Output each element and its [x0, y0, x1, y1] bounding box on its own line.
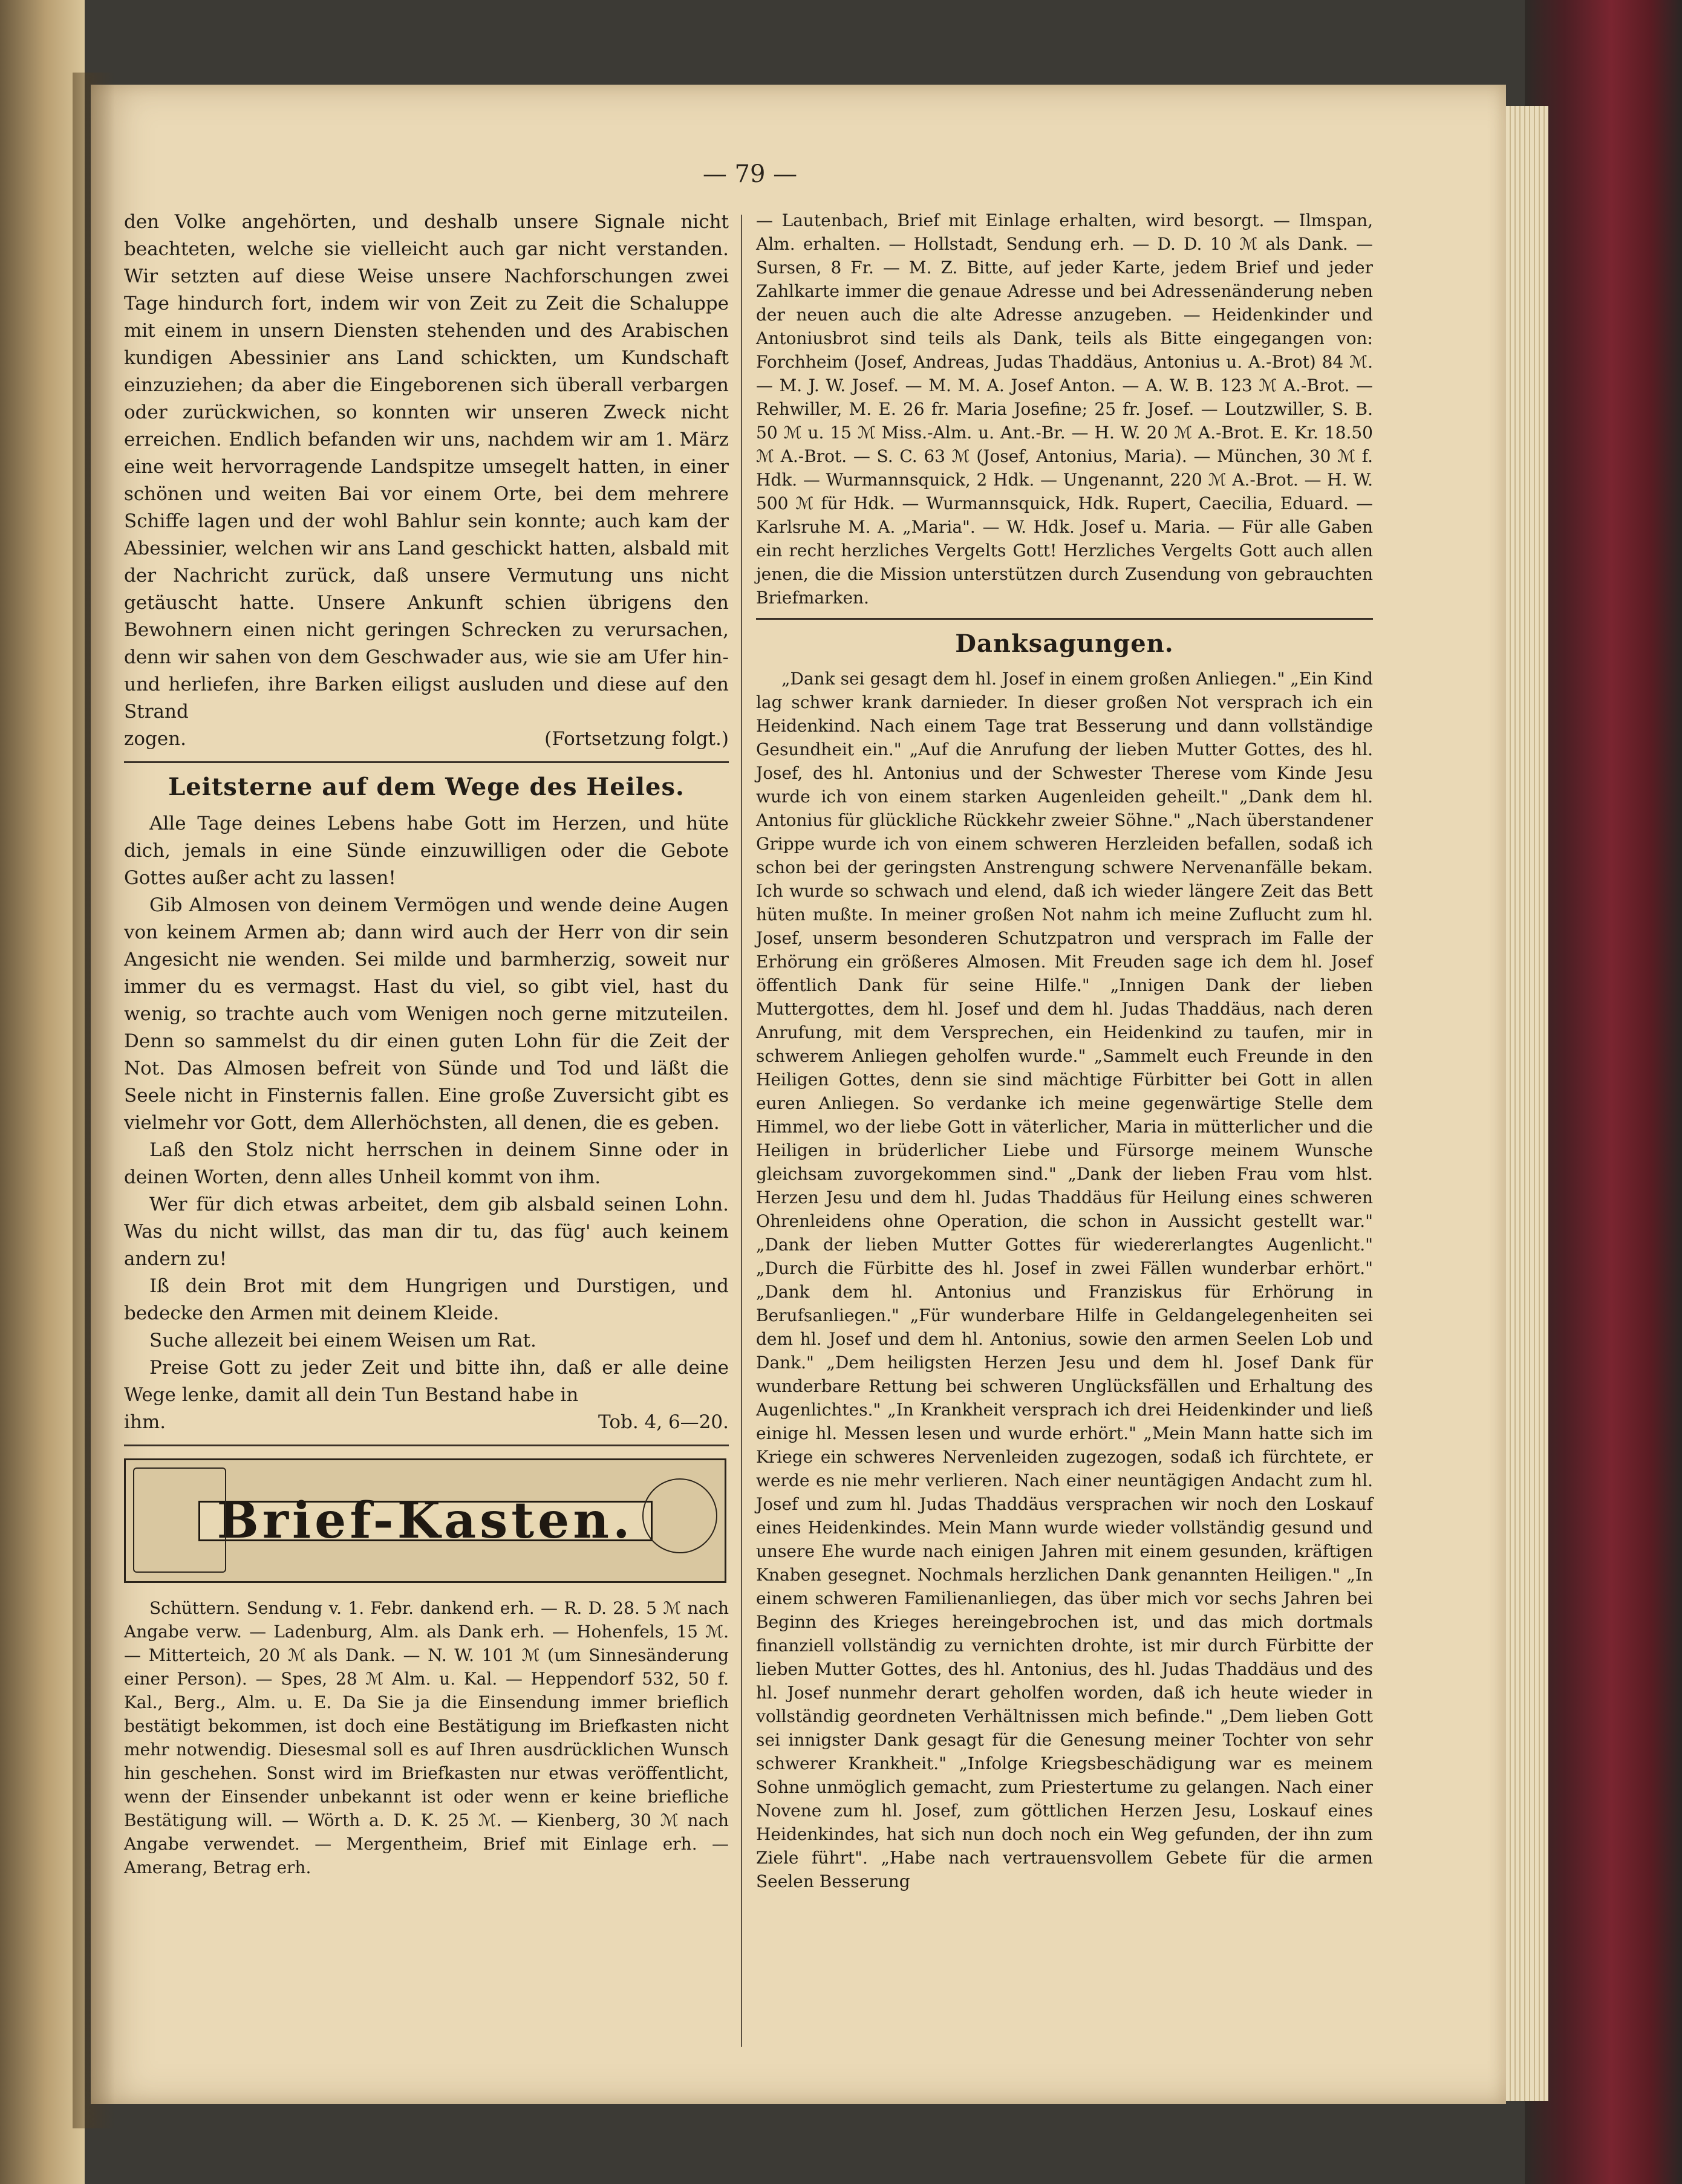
- left-column: [124, 209, 729, 1879]
- book-left-page-edge: [0, 0, 85, 2184]
- right-column: [756, 209, 1373, 1893]
- story-paragraph: den Volke angehörten, und deshalb unsere Signale nicht beachteten, welche sie vielleicht auch gar nicht verstanden. Wir setzten auf diese Weise unsere Nachforschungen zwei Tage hindurch fort, indem wir von Zeit zu Zeit die Schaluppe mit einem in unsern Diensten stehenden und des Arabischen kundigen Abessinier ans Land schickten, um Kundschaft einzuziehen; da aber die Eingeborenen sich überall verbargen oder zurückwichen, so konnten wir unseren Zweck nicht erreichen. Endlich befanden wir uns, nachdem wir am 1. März eine weit hervorragende Landspitze umsegelt hatten, in einer schönen und weiten Bai vor einem Orte, bei dem mehrere Schiffe lagen und der wohl Bahlur sein konnte; auch kam der Abessinier, welchen wir ans Land geschickt hatten, alsbald mit der Nachricht zurück, daß unsere Vermutung uns nicht getäuscht hatte. Unsere Ankunft schien übrigens den Bewohnern einen nicht geringen Schrecken zu verursachen, denn wir sahen von dem Geschwader aus, wie sie am Ufer hin- und herliefen, ihre Barken eiligst ausluden und diese auf den Strand: [124, 211, 729, 723]
- book-cover-right: [1525, 0, 1682, 2184]
- briefkasten-ornament-icon: [133, 1467, 226, 1573]
- guide-citation: Tob. 4, 6—20.: [598, 1411, 729, 1433]
- spine-shadow: [73, 73, 115, 2128]
- guide-paragraph: Suche allezeit bei einem Weisen um Rat.: [149, 1330, 536, 1351]
- guide-paragraph: Wer für dich etwas arbeitet, dem gib alsbald seinen Lohn. Was du nicht willst, das man dir tu, das füg' auch keinem andern zu!: [124, 1194, 729, 1270]
- briefkasten-text: Schüttern. Sendung v. 1. Febr. dankend erh. — R. D. 28. 5 ℳ nach Angabe verw. — Ladenburg, Alm. als Dank erh. — Hohenfels, 15 ℳ. — Mitterteich, 20 ℳ als Dank. — N. W. 101 ℳ (um Sinnesänderung einer Person). — Spes, 28 ℳ Alm. u. Kal. — Heppendorf 532, 50 f. Kal., Berg., Alm. u. E. Da Sie ja die Einsendung immer brieflich bestätigt bekommen, ist doch eine Bestätigung im Briefkasten nicht mehr notwendig. Diesesmal soll es auf Ihren ausdrücklichen Wunsch hin geschehen. Sonst wird im Briefkasten nur etwas veröffentlicht, wenn der Einsender unbekannt ist oder wenn er keine briefliche Bestätigung will. — Wörth a. D. K. 25 ℳ. — Kienberg, 30 ℳ nach Angabe verwendet. — Mergentheim, Brief mit Einlage erh. — Amerang, Betrag erh.: [124, 1598, 729, 1877]
- briefkasten-title: Brief-Kasten.: [198, 1501, 653, 1541]
- briefkasten-banner: [124, 1458, 726, 1583]
- section-title-danksagungen: Danksagungen.: [955, 629, 1174, 658]
- page-number: — 79 —: [702, 160, 798, 188]
- story-continued-note: (Fortsetzung folgt.): [544, 728, 729, 750]
- dove-ornament-icon: [642, 1478, 717, 1553]
- section-rule: [124, 1445, 729, 1446]
- guide-paragraph: Laß den Stolz nicht herrschen in deinem Sinne oder in deinen Worten, denn alles Unheil kommt von ihm.: [124, 1139, 729, 1188]
- guide-last-word: ihm.: [124, 1411, 166, 1433]
- section-rule: [756, 618, 1373, 620]
- section-title-leitsterne: Leitsterne auf dem Wege des Heiles.: [168, 773, 685, 801]
- section-rule: [124, 761, 729, 763]
- guide-paragraph: Preise Gott zu jeder Zeit und bitte ihn, daß er alle deine Wege lenke, damit all dein Tun Bestand habe in: [124, 1357, 729, 1406]
- column-divider: [741, 215, 742, 2047]
- guide-ending-line: [124, 1409, 729, 1436]
- story-last-line: zogen.: [124, 728, 187, 750]
- guide-paragraph: Alle Tage deines Lebens habe Gott im Herzen, und hüte dich, jemals in eine Sünde einzuwilligen oder die Gebote Gottes außer acht zu lassen!: [124, 813, 729, 889]
- briefkasten-continued-text: — Lautenbach, Brief mit Einlage erhalten, wird besorgt. — Ilmspan, Alm. erhalten. — Hollstadt, Sendung erh. — D. D. 10 ℳ als Dank. — Sursen, 8 Fr. — M. Z. Bitte, auf jeder Karte, jedem Brief und jeder Zahlkarte immer die genaue Adresse und bei Adressenänderung neben der neuen auch die alte Adresse anzugeben. — Heidenkinder und Antoniusbrot sind teils als Dank, teils als Bitte eingegangen von: Forchheim (Josef, Andreas, Judas Thaddäus, Antonius u. A.-Brot) 84 ℳ. — M. J. W. Josef. — M. M. A. Josef Anton. — A. W. B. 123 ℳ A.-Brot. — Rehwiller, M. E. 26 fr. Maria Josefine; 25 fr. Josef. — Loutzwiller, S. B. 50 ℳ u. 15 ℳ Miss.-Alm. u. Ant.-Br. — H. W. 20 ℳ A.-Brot. E. Kr. 18.50 ℳ A.-Brot. — S. C. 63 ℳ (Josef, Antonius, Maria). — München, 30 ℳ f. Hdk. — Wurmannsquick, 2 Hdk. — Ungenannt, 220 ℳ A.-Brot. — H. W. 500 ℳ für Hdk. — Wurmannsquick, Hdk. Rupert, Caecilia, Eduard. — Karlsruhe M. A. „Maria". — W. Hdk. Josef u. Maria. — Für alle Gaben ein recht herzliches Vergelts Gott! Herzliches Vergelts Gott auch allen jenen, die die Mission unterstützen durch Zusendung von gebrauchten Briefmarken.: [756, 210, 1373, 608]
- danksagungen-text: „Dank sei gesagt dem hl. Josef in einem großen Anliegen." „Ein Kind lag schwer krank darnieder. In dieser großen Not versprach ich ein Heidenkind. Nach einem Tage trat Besserung und dann vollständige Gesundheit ein." „Auf die Anrufung der lieben Mutter Gottes, des hl. Josef, des hl. Antonius und der Schwester Therese vom Kinde Jesu wurde ich von einem starken Augenleiden geheilt." „Dank dem hl. Antonius für glückliche Rückkehr zweier Söhne." „Nach überstandener Grippe wurde ich von einem schweren Herzleiden befallen, sodaß ich schon bei der geringsten Anstrengung schwere Nervenanfälle bekam. Ich wurde so schwach und elend, daß ich wieder längere Zeit das Bett hüten mußte. In meiner großen Not nahm ich meine Zuflucht zum hl. Josef, unserm besonderen Schutzpatron und versprach im Falle der Erhörung ein größeres Almosen. Mit Freuden sage ich dem hl. Josef öffentlich Dank für seine Hilfe." „Innigen Dank der lieben Muttergottes, dem hl. Josef und dem hl. Judas Thaddäus, nach deren Anrufung, mit dem Versprechen, ein Heidenkind zu taufen, mir in schwerem Anliegen geholfen wurde." „Sammelt euch Freunde in den Heiligen Gottes, denn sie sind mächtige Fürbitter bei Gott in allen euren Anliegen. So verdanke ich meine gegenwärtige Stelle dem Himmel, wo der liebe Gott in väterlicher, Maria in mütterlicher und die Heiligen in brüderlicher Liebe und Fürsorge meinem Wunsche gleichsam zuvorgekommen sind." „Dank der lieben Frau vom hlst. Herzen Jesu und dem hl. Judas Thaddäus für Heilung eines schweren Ohrenleidens ohne Operation, die schon in Aussicht gestellt war." „Dank der lieben Mutter Gottes für wiedererlangtes Augenlicht." „Durch die Fürbitte des hl. Josef in zwei Fällen wunderbar erhört." „Dank dem hl. Antonius und Franziskus für Erhörung in Berufsanliegen." „Für wunderbare Hilfe in Geldangelegenheiten sei dem hl. Josef und dem hl. Antonius, sowie den armen Seelen Lob und Dank." „Dem heiligsten Herzen Jesu und dem hl. Josef Dank für wunderbare Rettung bei schweren Unglücksfällen und Erhaltung des Augenlichtes." „In Krankheit versprach ich drei Heidenkinder und ließ einige hl. Messen lesen und wurde erhört." „Mein Mann hatte sich im Kriege ein schweres Nervenleiden zugezogen, sodaß ich fürchtete, er werde es nie mehr verlieren. Nach einer neuntägigen Andacht zum hl. Josef und zum hl. Judas Thaddäus versprachen wir noch den Loskauf eines Heidenkindes. Mein Mann wurde wieder vollständig gesund und unsere Ehe wurde nach einigen Jahren mit einem gesunden, kräftigen Knaben gesegnet. Nochmals herzlichen Dank genannten Heiligen." „In einem schweren Familienanliegen, das über mich vor sechs Jahren bei Beginn des Krieges hereingebrochen ist, und das mich dortmals finanziell vollständig zu vernichten drohte, ist mir durch Fürbitte der lieben Mutter Gottes, des hl. Antonius, des hl. Judas Thaddäus und des hl. Josef nunmehr derart geholfen worden, daß ich heute wieder in vollständig geordneten Verhältnissen mich befinde." „Dem lieben Gott sei innigster Dank gesagt für die Genesung meiner Tochter von sehr schwerer Krankheit." „Infolge Kriegsbeschädigung war es meinem Sohne unmöglich gemacht, zum Priestertume zu gelangen. Nach einer Novene zum hl. Josef, zum göttlichen Herzen Jesu, Loskauf eines Heidenkindes, hat sich nun doch noch ein Weg gefunden, der ihn zum Ziele führt". „Habe nach vertrauensvollem Gebete für die armen Seelen Besserung: [756, 669, 1373, 1891]
- guide-paragraph: Gib Almosen von deinem Vermögen und wende deine Augen von keinem Armen ab; dann wird auch der Herr von dir sein Angesicht nie wenden. Sei milde und barmherzig, soweit nur immer du es vermagst. Hast du viel, so gibt viel, hast du wenig, so trachte auch vom Wenigen noch gerne mitzuteilen. Denn so sammelst du dir einen guten Lohn für die Zeit der Not. Das Almosen befreit von Sünde und Tod und läßt die Seele nicht in Finsternis fallen. Eine große Zuversicht gibt es vielmehr vor Gott, dem Allerhöchsten, all denen, die es geben.: [124, 894, 729, 1134]
- guide-paragraph: Iß dein Brot mit dem Hungrigen und Durstigen, und bedecke den Armen mit deinem Kleide.: [124, 1275, 729, 1324]
- story-ending-line: [124, 726, 729, 753]
